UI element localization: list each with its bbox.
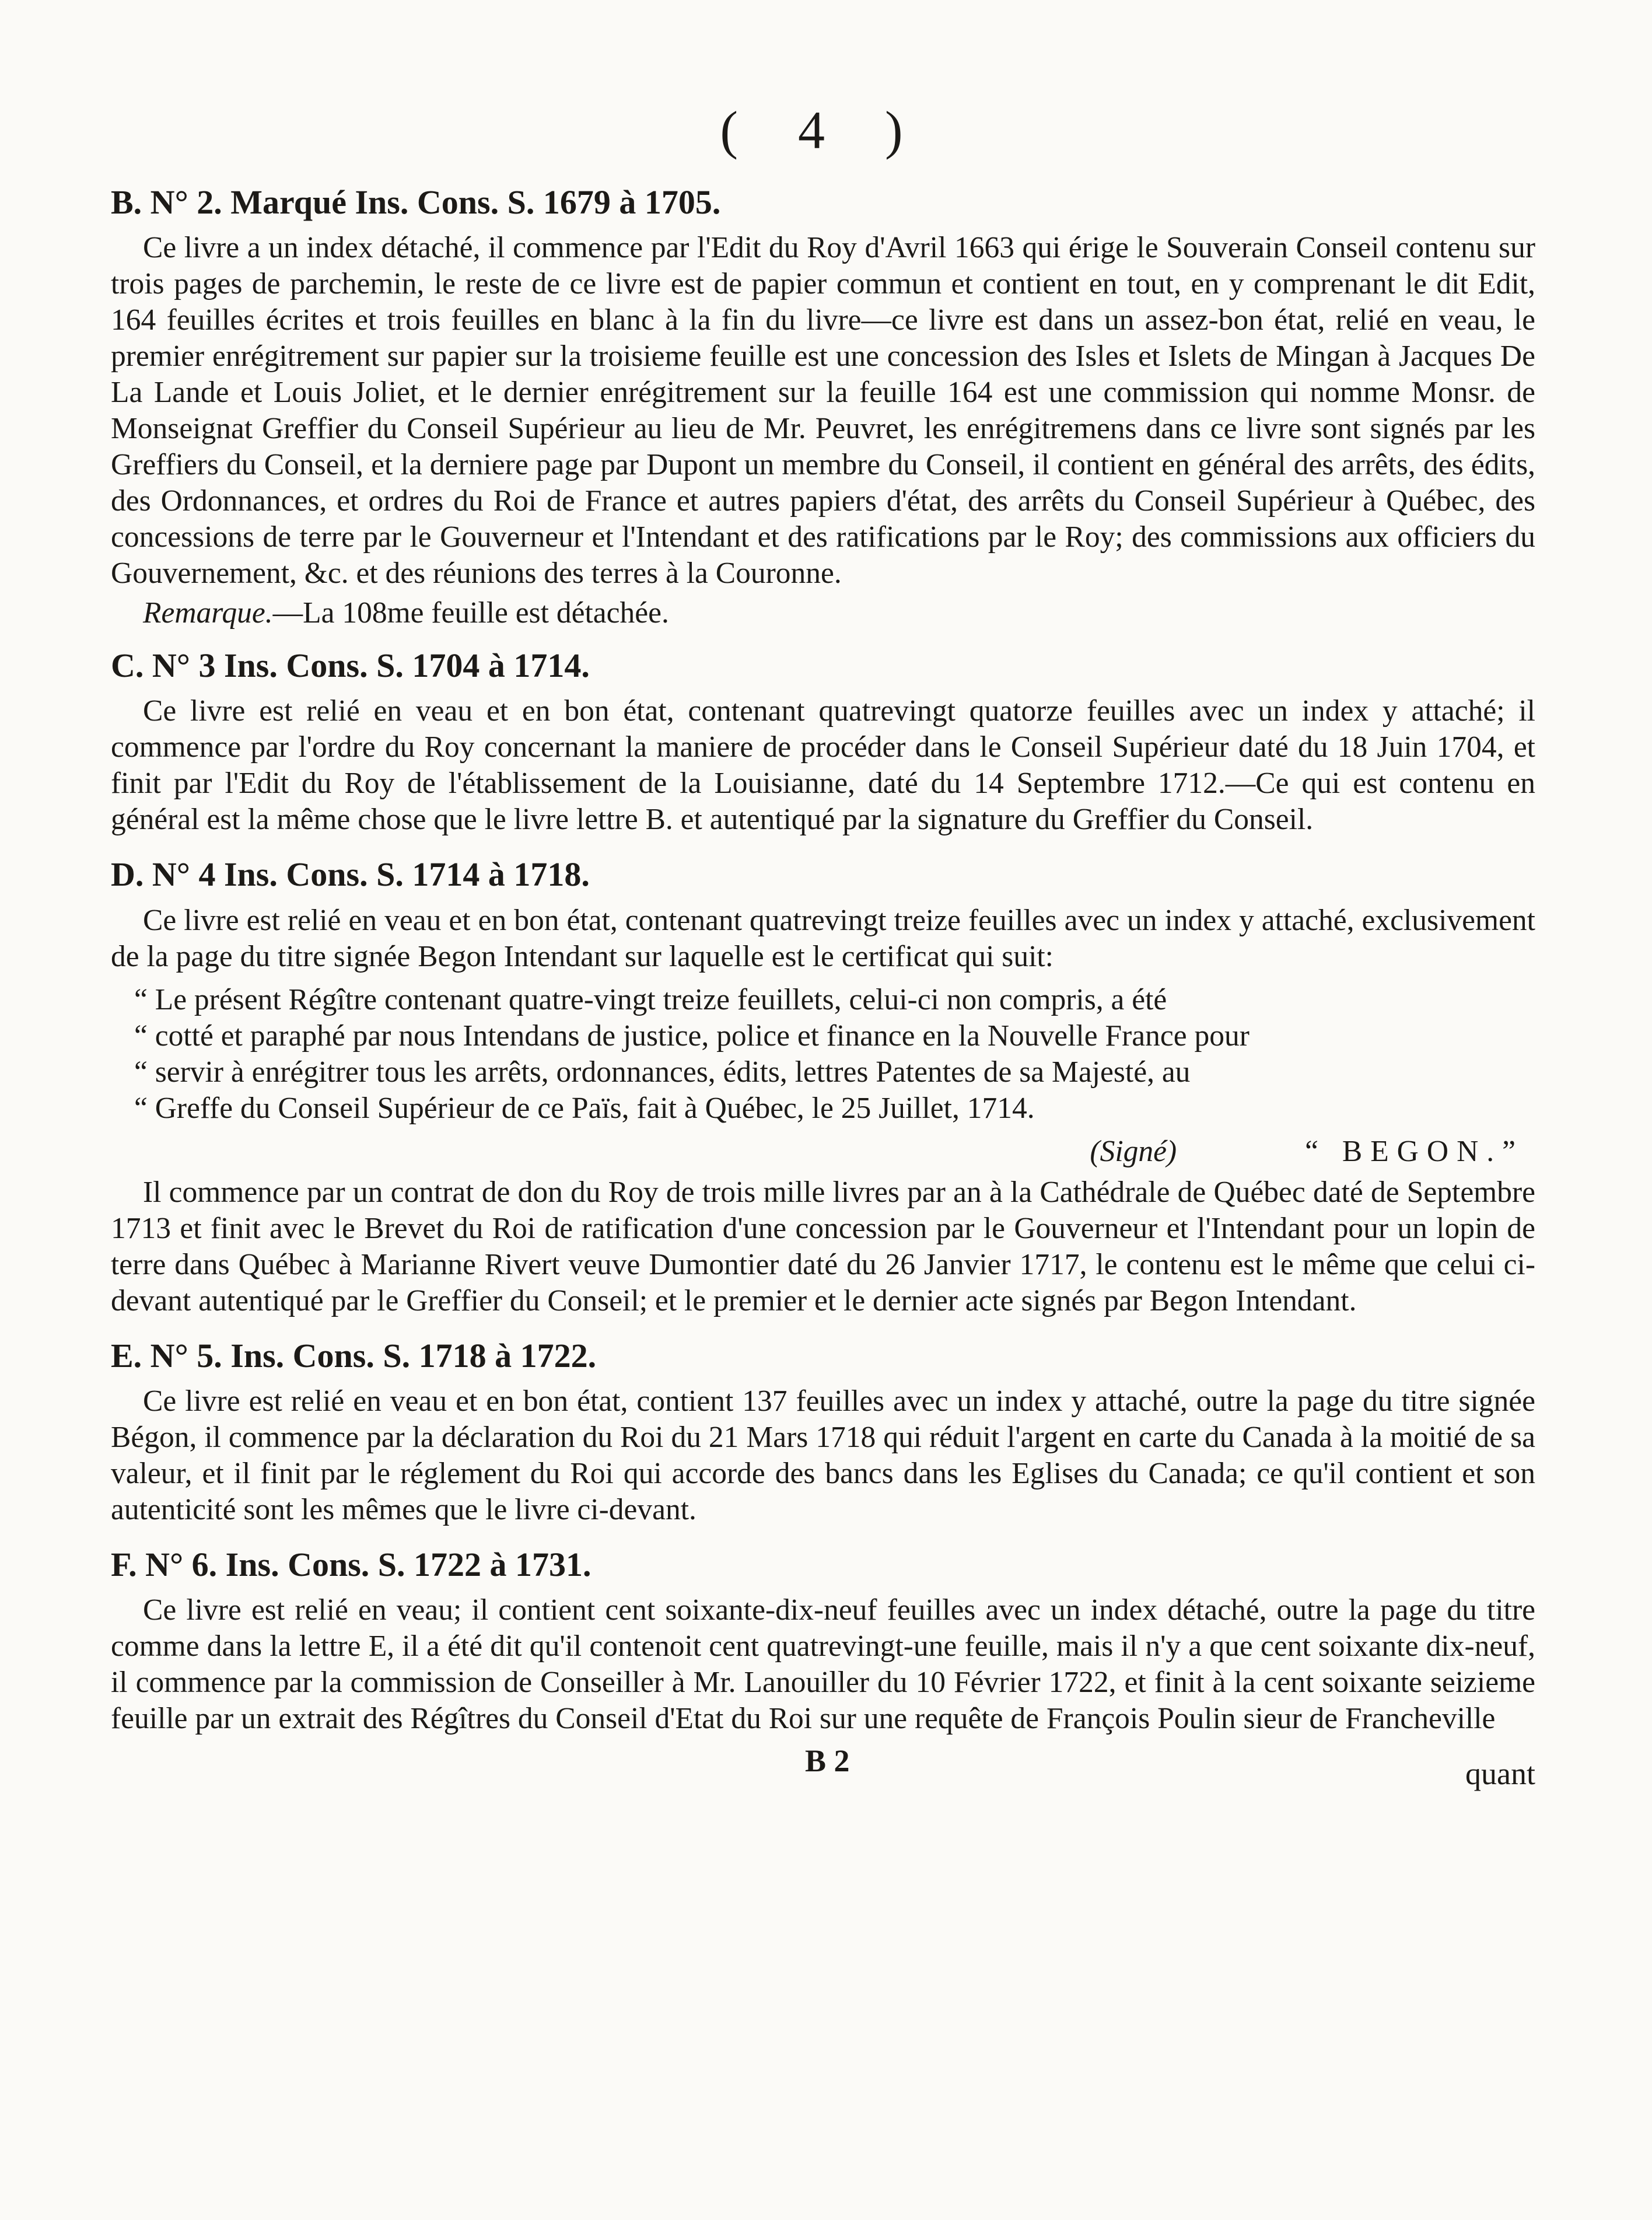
entry-f	[111, 1543, 1535, 1737]
entry-paragraph: Ce livre est relié en veau; il contient cent soixante-dix-neuf feuilles avec un index détaché, outre la page du titre comme dans la lettre E, il a été dit qu'il contenoit cent quatrevingt-une feuille, mais il n'y a que cent soixante dix-neuf, il commence par la commission de Conseiller à Mr. Lanouiller du 10 Février 1722, et finit à la cent soixante seizieme feuille par un extrait des Régîtres du Conseil d'Etat du Roi sur une requête de François Poulin sieur de Francheville	[111, 1593, 1535, 1736]
entry-paragraph: Ce livre est relié en veau et en bon état, contient 137 feuilles avec un index y attaché, outre la page du titre signée Bégon, il commence par la déclaration du Roi du 21 Mars 1718 qui réduit l'argent en carte du Canada à la moitié de sa valeur, et il finit par le réglement du Roi qui accorde des bancs dans les Eglises du Canada; ce qu'il contient et son autenticité sont les mêmes que le livre ci-devant.	[111, 1384, 1535, 1526]
quote-line: “ Le présent Régître contenant quatre-vingt treize feuillets, celui-ci non compris, a été	[134, 983, 1167, 1016]
remark-text: —La 108me feuille est détachée.	[272, 596, 669, 630]
entry-heading: B. N° 2. Marqué Ins. Cons. S. 1679 à 1705.	[111, 183, 721, 221]
remark	[111, 595, 1535, 631]
certificate-signature	[111, 1134, 1535, 1170]
entry-c	[111, 644, 1535, 853]
signature-mark: B 2	[805, 1743, 850, 1779]
entry-heading: F. N° 6. Ins. Cons. S. 1722 à 1731.	[111, 1545, 592, 1583]
entry-d	[111, 853, 1535, 1334]
entry-e	[111, 1334, 1535, 1543]
entry-heading: C. N° 3 Ins. Cons. S. 1704 à 1714.	[111, 646, 590, 685]
quote-line: “ cotté et paraphé par nous Intendans de justice, police et finance en la Nouvelle France pour	[134, 1019, 1250, 1053]
quote-line: “ servir à enrégitrer tous les arrêts, ordonnances, édits, lettres Patentes de sa Majesté, au	[134, 1055, 1191, 1089]
catchword: quant	[1465, 1756, 1535, 1792]
signed-name: “ BEGON.”	[1305, 1134, 1524, 1168]
entry-paragraph: Il commence par un contrat de don du Roy de trois mille livres par an à la Cathédrale de Québec daté de Septembre 1713 et finit avec le Brevet du Roi de ratification d'une concession par le Gouverneur et l'Intendant pour un lopin de terre dans Québec à Marianne Rivert veuve Dumontier daté du 26 Janvier 1717, le contenu est le même que celui ci-devant autentiqué par le Greffier du Conseil; et le premier et le dernier acte signés par Begon Intendant.	[111, 1175, 1535, 1317]
quote-line: “ Greffe du Conseil Supérieur de ce Païs, fait à Québec, le 25 Juillet, 1714.	[134, 1091, 1035, 1125]
page-number: ( 4 )	[720, 100, 926, 160]
signed-label: (Signé)	[1090, 1134, 1177, 1168]
entry-paragraph: Ce livre est relié en veau et en bon état, contenant quatrevingt quatorze feuilles avec un index y attaché; il commence par l'ordre du Roy concernant la maniere de procéder dans le Conseil Supérieur daté du 18 Juin 1704, et finit par l'Edit du Roy de l'établissement de la Louisianne, daté du 14 Septembre 1712.—Ce qui est contenu en général est la même chose que le livre lettre B. et autentiqué par la signature du Greffier du Conseil.	[111, 694, 1535, 837]
page-footer	[111, 1743, 1535, 1792]
certificate-quote	[111, 982, 1535, 1127]
entry-paragraph: Ce livre est relié en veau et en bon état, contenant quatrevingt treize feuilles avec un index y attaché, exclusivement de la page du titre signée Begon Intendant sur laquelle est le certificat qui suit:	[111, 903, 1535, 973]
entry-heading: E. N° 5. Ins. Cons. S. 1718 à 1722.	[111, 1336, 597, 1375]
entry-heading: D. N° 4 Ins. Cons. S. 1714 à 1718.	[111, 855, 590, 894]
remark-label: Remarque.	[143, 596, 273, 630]
entry-b	[111, 181, 1535, 631]
entry-paragraph: Ce livre a un index détaché, il commence par l'Edit du Roy d'Avril 1663 qui érige le Souverain Conseil contenu sur trois pages de parchemin, le reste de ce livre est de papier commun et contient en tout, en y comprenant le dit Edit, 164 feuilles écrites et trois feuilles en blanc à la fin du livre—ce livre est dans un assez-bon état, relié en veau, le premier enrégitrement sur papier sur la troisieme feuille est une concession des Isles et Islets de Mingan à Jacques De La Lande et Louis Joliet, et le dernier enrégitrement sur la feuille 164 est une commission qui nomme Monsr. de Monseignat Greffier du Conseil Supérieur au lieu de Mr. Peuvret, les enrégitremens dans ce livre sont signés par les Greffiers du Conseil, et la derniere page par Dupont un membre du Conseil, il contient en général des arrêts, des édits, des Ordonnances, et ordres du Roi de France et autres papiers d'état, des arrêts du Conseil Supérieur à Québec, des concessions de terre par le Gouverneur et l'Intendant et des ratifications par le Roy; des commissions aux officiers du Gouvernement, &c. et des réunions des terres à la Couronne.	[111, 231, 1535, 590]
